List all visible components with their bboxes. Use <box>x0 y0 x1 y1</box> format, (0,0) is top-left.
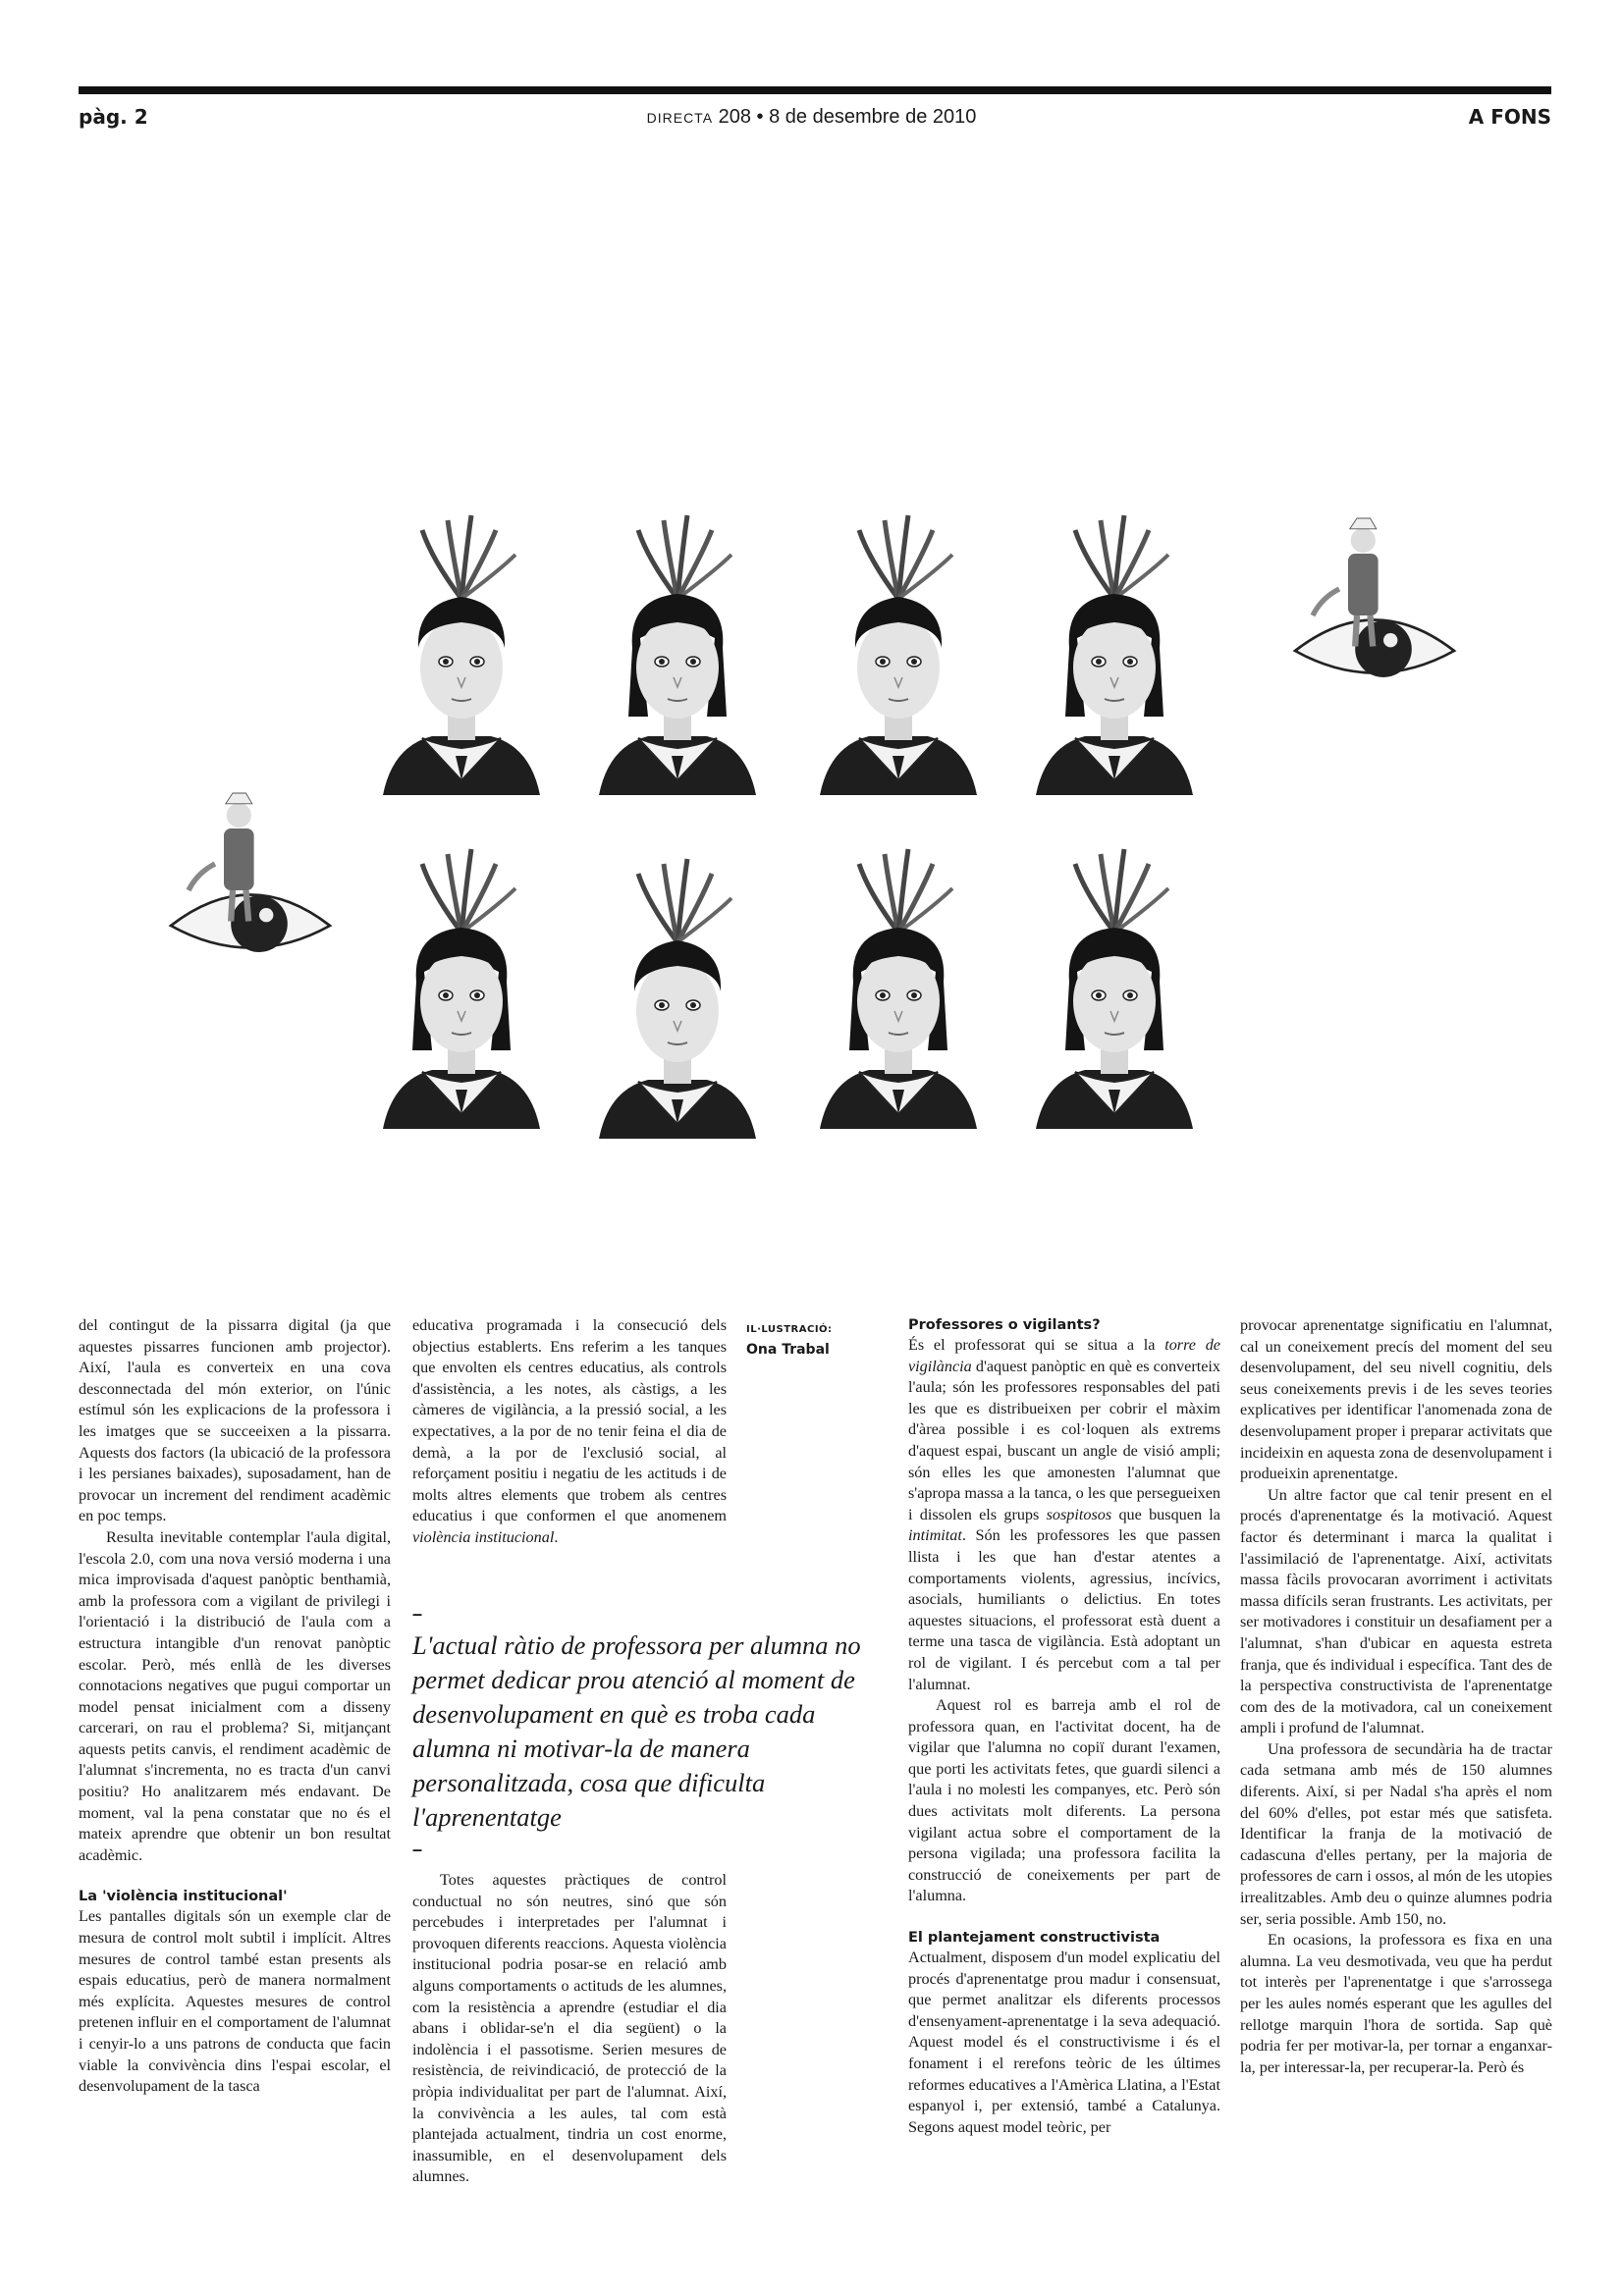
paragraph: Totes aquestes pràctiques de control conductual no són neutres, sinó que són percebudes i interpretades per l'alumnat i provoquen diferents reaccions. Aquesta violència institucional podria posar-se en relació amb alguns comportaments o actituds de les alumnes, com la resistència a aprendre (estudiar el dia abans i oblidar-se'n el dia següent) o la indolència i el passotisme. Serien mesures de resistència, de reivindicació, de protecció de la pròpia individualitat per part de l'alumnat. Així, la convivència a les aules, tal com està plantejada actualment, tindria un cost enorme, inassumible, en el desenvolupament dels alumnes. <box>412 1871 727 2186</box>
top-rule <box>79 86 1551 94</box>
paragraph: del contingut de la pissarra digital (ja que aquestes pissarres funcionen amb projector). Així, l'aula es converteix en una cova desconnectada del món exterior, on l'únic estímul són les explicacions de la professora i les imatges que se succeeixen a la pissarra. Aquests dos factors (la ubicació de la professora i les persianes baixades), suposadament, han de provocar un increment del rendiment acadèmic en poc temps. <box>79 1316 391 1525</box>
column-3 <box>908 1315 1220 2138</box>
column-2 <box>412 1315 727 1549</box>
paragraph: En ocasions, la professora es fixa en una alumna. La veu desmotivada, veu que ha perdut tot interès per l'aprenentatge i que s'arrossega per les aules només esperant que les agulles del rellotge marquin l'hora de sortida. Sap què podria fer per motivar-la, per tornar a enganxar-la, per interessar-la, per recuperar-la. Però és <box>1240 1931 1552 2076</box>
subheading: Professores o vigilants? <box>908 1317 1101 1333</box>
publication-name: DIRECTA <box>646 110 714 126</box>
paragraph: Un altre factor que cal tenir present en el procés d'aprenentatge és la motivació. Aquest factor és determinant i marca la qualitat i l'assimilació de l'aprenentatge. Així, activitats massa fàcils provocaran avorriment i activitats massa difícils seran frustrants. Les activitats, per ser motivadores i constituir un desafiament per a l'alumnat, s'han d'ubicar en aquesta estreta franja, que és individual i específica. Tant des de la perspectiva constructivista de l'aprenentatge com des de la motivadora, cal un coneixement ampli i profund de l'alumnat. <box>1240 1485 1552 1737</box>
page-number: pàg. 2 <box>79 105 148 129</box>
illustration <box>0 471 1623 1158</box>
subheading: El plantejament constructivista <box>908 1930 1161 1947</box>
paragraph: És el professorat qui se situa a la torre de vigilància d'aquest panòptic en què es converteix l'aula; són les professores responsables del pati les que es distribueixen per cobrir el màxim d'àrea possible i es col·loquen als extrems d'aquest espai, buscant un angle de visió ampli; són elles les que amonesten l'alumnat que s'apropa massa a la tanca, o les que persegueixen i dissolen els grups sospitosos que busquen la intimitat. Són les professores les que passen llista i les que han d'estar atentes a comportaments violents, agressius, incívics, asocials, humiliants o delictius. En totes aquestes situacions, el professorat està duent a terme una tasca de vigilància. Està adoptant un rol de vigilant. I és percebut com a tal per l'alumnat. <box>908 1336 1220 1693</box>
paragraph: Resulta inevitable contemplar l'aula digital, l'escola 2.0, com una nova versió moderna i una mica improvisada d'aquest panòptic benthamià, amb la professora com a vigilant de privilegi i l'orientació i la distribució de l'aula com a estructura intangible d'un renovat panòptic escolar. Però, més enllà de les diverses connotacions negatives que pugui comportar un model pensat inicialment com a disseny carcerari, on rau el problema? Si, mitjançant aquests petits canvis, el rendiment acadèmic de l'alumnat s'incrementa, no es tracta d'un canvi positiu? Ho analitzarem més endavant. De moment, val la pena constatar que no és el mateix aprendre que obtenir un bon resultat acadèmic. <box>79 1527 391 1864</box>
paragraph: educativa programada i la consecució dels objectius establerts. Ens referim a les tanques que envolten els centres educatius, als controls d'assistència, a les notes, als càstigs, a les càmeres de vigilància, a la pressió social, a les expectatives, a la por de no tenir feina el dia de demà, a la por de l'exclusió social, al reforçament positiu i negatiu de les actituds i de molts altres elements que trobem als centres educatius i que conformen el que anomenem violència institucional. <box>412 1316 727 1546</box>
pullquote-dash: – <box>412 1604 423 1624</box>
credit-label: IL·LUSTRACIÓ: <box>746 1324 833 1335</box>
column-2-continued <box>412 1870 727 2188</box>
paragraph: Una professora de secundària ha de tractar cada setmana amb més de 150 alumnes diferents. Així, si per Nadal s'ha après el nom del 60% d'elles, pot estar més que satisfeta. Identificar la franja de la motivació de cadascuna d'elles pertany, per la majoria de professores de carn i ossos, al món de les utopies irrealitzables. Amb deu o quinze alumnes podria ser, seria possible. Amb 150, no. <box>1240 1739 1552 1928</box>
paragraph: Aquest rol es barreja amb el rol de professora quan, en l'activitat docent, ha de vigilar que l'alumna no copiï durant l'examen, que porti les activitats fetes, que guardi silenci a l'aula i no molesti les companyes, etc. Però són dues activitats molt diferents. La persona vigilant actua sobre el comportament de la persona vigilada; una professora facilita la construcció de coneixements per part de l'alumna. <box>908 1696 1220 1905</box>
subheading: La 'violència institucional' <box>79 1889 288 1905</box>
masthead-line <box>0 102 1623 133</box>
column-4 <box>1240 1315 1552 2078</box>
illustration-credit <box>746 1320 884 1360</box>
paragraph: Actualment, disposem d'un model explicatiu del procés d'aprenentatge prou madur i consensuat, que permet analitzar els diferents processos d'ensenyament-aprenentatge i la seva adequació. Aquest model és el constructivisme i és el fonament i el rerefons teòric de les últimes reformes educatives a l'Amèrica Llatina, a l'Estat espanyol i, per extensió, també a Catalunya. Segons aquest model teòric, per <box>908 1949 1220 2136</box>
issue-date: 208 • 8 de desembre de 2010 <box>718 106 977 128</box>
paragraph: provocar aprenentatge significatiu en l'alumnat, cal un coneixement precís del moment del seu desenvolupament, del seu nivell cognitiu, dels seus coneixements previs i de les seves teories explicatives per identificar l'anomenada zona de desenvolupament proper i preparar activitats que incideixin en aquesta zona de desenvolupament i produeixin aprenentatge. <box>1240 1316 1552 1483</box>
column-1 <box>79 1315 391 2098</box>
paragraph: Les pantalles digitals són un exemple clar de mesura de control molt subtil i implícit. Altres mesures de control també estan presents als espais educatius, però de manera normalment més explícita. Aquestes mesures de control pretenen influir en el comportament de l'alumnat i cenyir-lo a uns patrons de conducta que facin viable la convivència dins l'espai escolar, el desenvolupament de la tasca <box>79 1907 391 2096</box>
section-name: A FONS <box>1468 105 1551 129</box>
credit-name: Ona Trabal <box>746 1342 830 1358</box>
pullquote <box>412 1605 884 1858</box>
pullquote-text: L'actual ràtio de professora per alumna no permet dedicar prou atenció al moment de desenvolupament en què es troba cada alumna ni motivar-la de manera personalitzada, cosa que dificulta l'aprenentatge <box>412 1630 861 1832</box>
pullquote-dash: – <box>412 1840 423 1859</box>
